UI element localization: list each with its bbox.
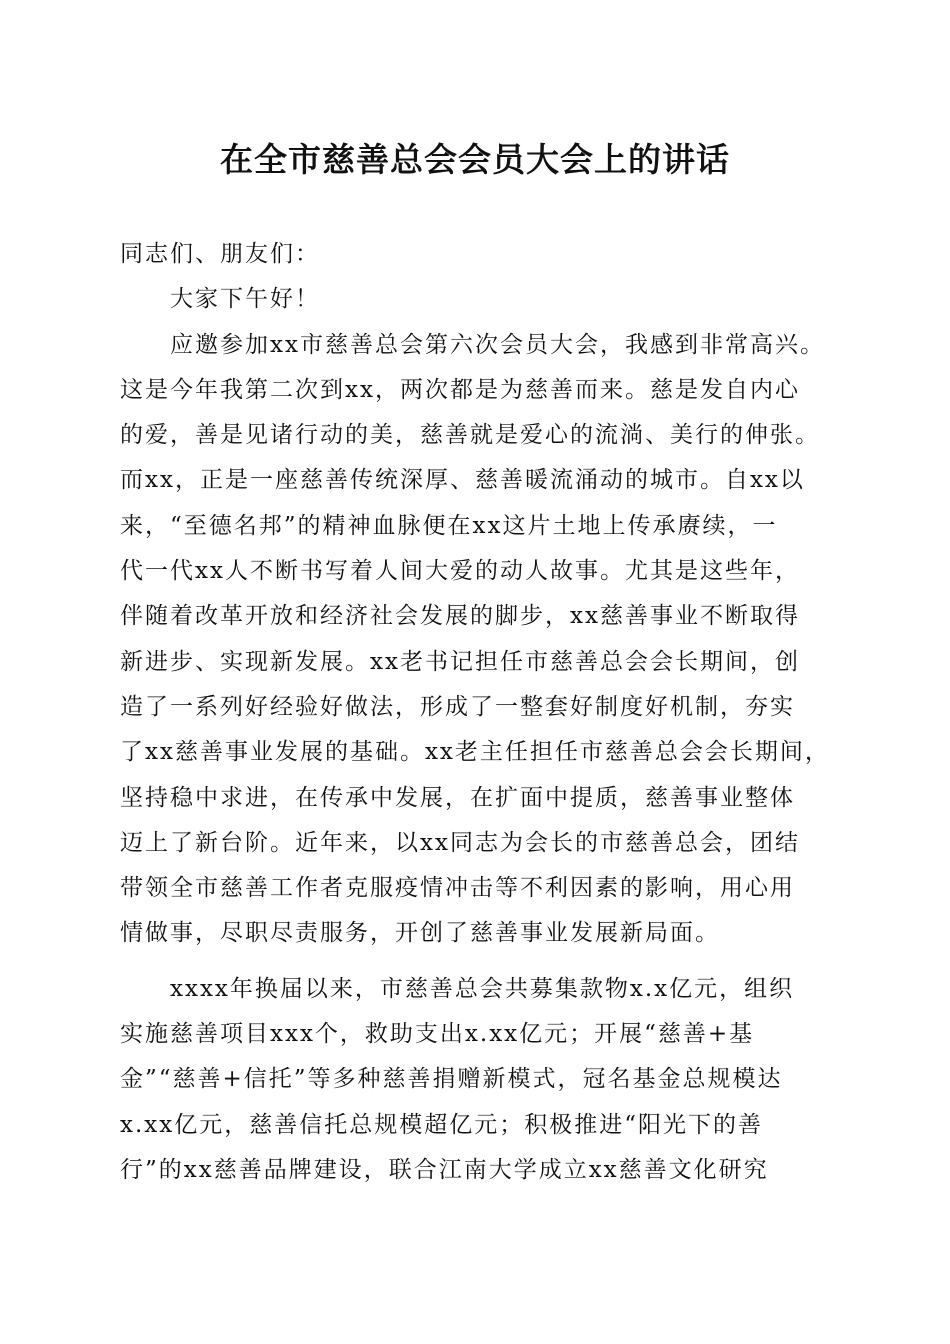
paragraph-1 [120,323,832,957]
paragraph-line: 来，“至德名邦”的精神血脉便在xx这片土地上传承赓续，一 [120,512,778,539]
paragraph-line: xxxx年换届以来，市慈善总会共募集款物x.x亿元，组织 [170,975,795,1002]
paragraph-line: 带领全市慈善工作者克服疫情冲击等不利因素的影响，用心用 [120,875,795,902]
paragraph-line: 而xx，正是一座慈善传统深厚、慈善暖流涌动的城市。自xx以 [120,467,805,494]
paragraph-line: 行”的xx慈善品牌建设，联合江南大学成立xx慈善文化研究 [120,1156,769,1183]
greeting: 大家下午好！ [170,286,320,313]
paragraph-line: 了xx慈善事业发展的基础。xx老主任担任市慈善总会会长期间， [120,739,830,766]
paragraph-line: x.xx亿元，慈善信托总规模超亿元；积极推进“阳光下的善 [120,1111,763,1138]
paragraph-gap [120,957,832,967]
paragraph-2 [120,967,832,1193]
paragraph-line: 情做事，尽职尽责服务，开创了慈善事业发展新局面。 [120,920,720,947]
document-title: 在全市慈善总会会员大会上的讲话 [220,140,730,179]
salutation: 同志们、朋友们： [120,241,320,267]
paragraph-line: 这是今年我第二次到xx，两次都是为慈善而来。慈是发自内心 [120,376,800,403]
paragraph-line: 迈上了新台阶。近年来，以xx同志为会长的市慈善总会，团结 [120,829,800,856]
paragraph-line: 金”“慈善+信托”等多种慈善捐赠新模式，冠名基金总规模达 [120,1066,783,1093]
document-body [120,232,832,1193]
paragraph-line: 新进步、实现新发展。xx老书记担任市慈善总会会长期间，创 [120,648,800,675]
paragraph-line: 代一代xx人不断书写着人间大爱的动人故事。尤其是这些年， [120,558,800,585]
paragraph-line: 坚持稳中求进，在传承中发展，在扩面中提质，慈善事业整体 [120,784,795,811]
paragraph-line: 的爱，善是见诸行动的美，慈善就是爱心的流淌、美行的伸张。 [120,422,820,449]
paragraph-line: 应邀参加xx市慈善总会第六次会员大会，我感到非常高兴。 [170,331,825,358]
paragraph-line: 造了一系列好经验好做法，形成了一整套好制度好机制，夯实 [120,693,795,720]
paragraph-line: 伴随着改革开放和经济社会发展的脚步，xx慈善事业不断取得 [120,603,800,630]
paragraph-line: 实施慈善项目xxx个，救助支出x.xx亿元；开展“慈善+基 [120,1021,755,1048]
